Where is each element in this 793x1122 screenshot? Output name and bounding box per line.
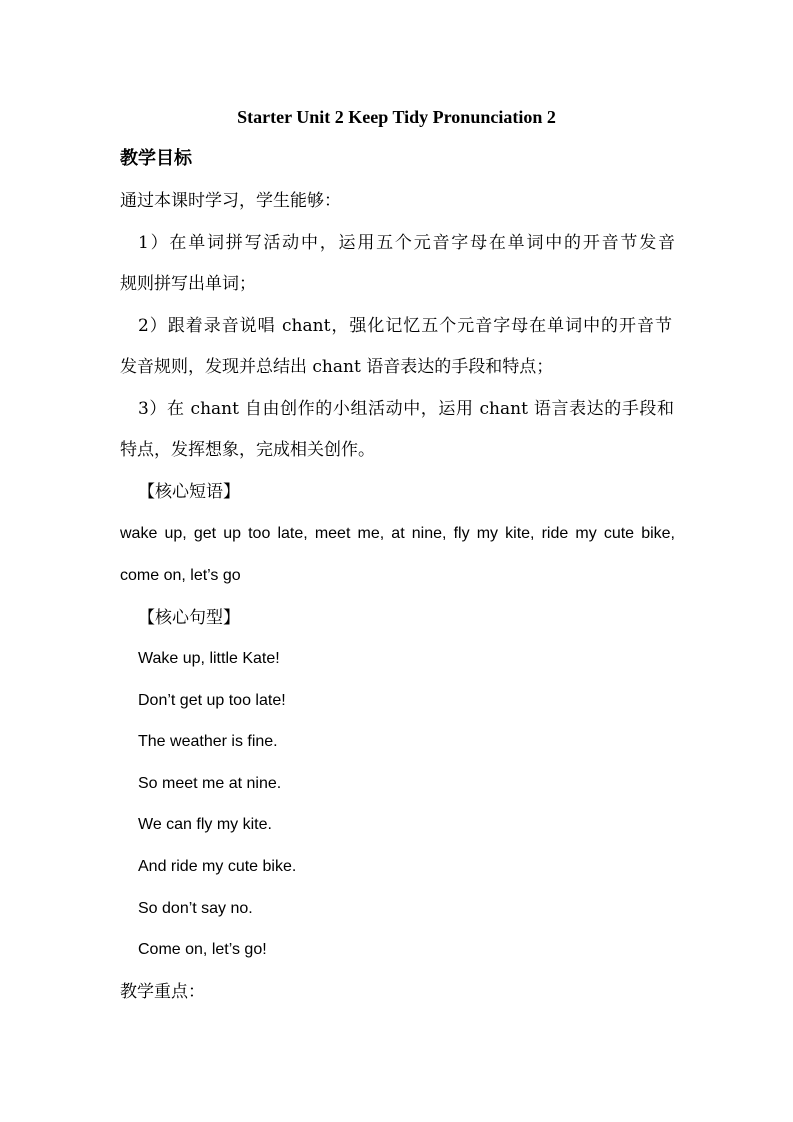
objectives-heading: 教学目标: [120, 148, 192, 169]
core-phrases-line-1: wake up, get up too late, meet me, at nine, fly my kite, ride my cute bike,: [120, 525, 675, 542]
core-sentence: Come on, let’s go!: [138, 941, 267, 958]
objective-1-line-2: 规则拼写出单词；: [120, 274, 256, 294]
core-phrases-line-2: come on, let’s go: [120, 567, 241, 584]
objective-3-line-1: 3）在 chant 自由创作的小组活动中，运用 chant 语言表达的手段和: [138, 399, 674, 419]
document-title: Starter Unit 2 Keep Tidy Pronunciation 2: [237, 107, 556, 127]
objective-3-line-2: 特点，发挥想象，完成相关创作。: [120, 440, 375, 460]
core-sentence: Don’t get up too late!: [138, 692, 286, 709]
core-sentence: The weather is fine.: [138, 733, 278, 750]
core-sentence: So meet me at nine.: [138, 775, 282, 792]
core-phrases-label: 【核心短语】: [138, 482, 240, 502]
core-sentence: Wake up, little Kate!: [138, 650, 280, 667]
core-sentence: And ride my cute bike.: [138, 858, 297, 875]
objective-2-line-2: 发音规则，发现并总结出 chant 语音表达的手段和特点；: [120, 357, 554, 377]
objective-2-line-1: 2）跟着录音说唱 chant，强化记忆五个元音字母在单词中的开音节: [138, 316, 672, 336]
core-sentences-label: 【核心句型】: [138, 608, 240, 628]
core-sentence: So don’t say no.: [138, 900, 253, 917]
objectives-intro: 通过本课时学习，学生能够：: [120, 191, 341, 211]
core-sentence: We can fly my kite.: [138, 816, 272, 833]
objective-1-line-1: 1）在单词拼写活动中，运用五个元音字母在单词中的开音节发音: [138, 233, 675, 253]
key-points-heading: 教学重点：: [120, 982, 205, 1002]
